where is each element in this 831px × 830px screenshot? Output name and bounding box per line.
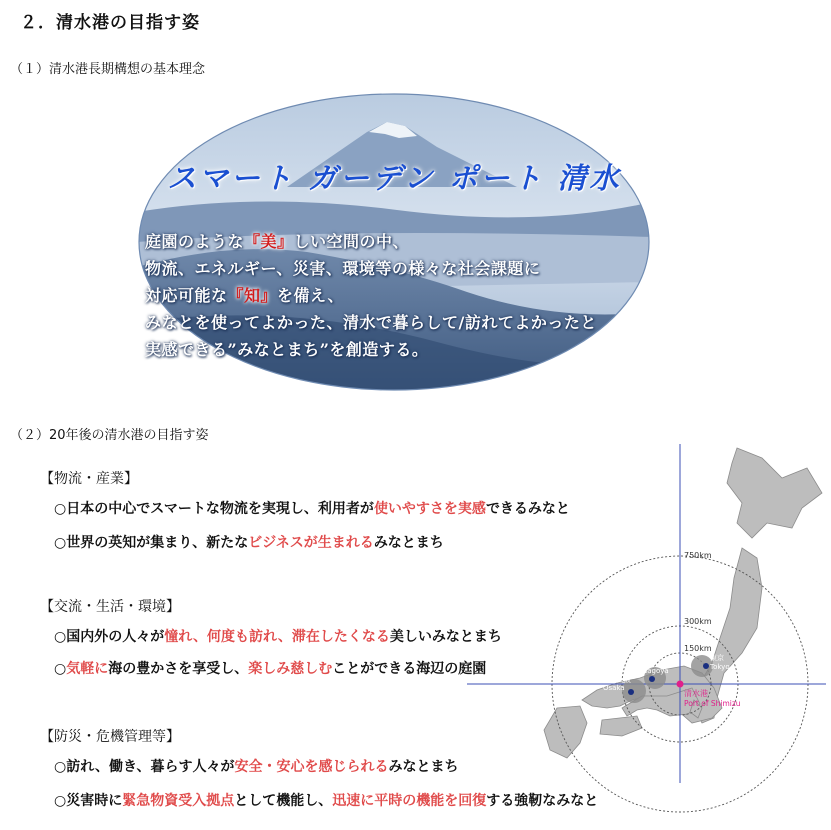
vision-item-2-a: ○世界の英知が集まり、新たな (54, 535, 249, 551)
vision-item-5-c: みなとまち (388, 759, 459, 775)
vision-item-5-highlight: 安全・安心を感じられる (234, 759, 389, 775)
vision-item-6-highlight-1: 緊急物資受入拠点 (122, 793, 235, 809)
category-exchange: 【交流・生活・環境】 (40, 599, 180, 615)
vision-item-5-a: ○訪れ、働き、暮らす人々が (54, 759, 235, 775)
tokyo-label-jp: 東京 (710, 654, 724, 662)
port-label-en: Port of Shimizu (684, 699, 741, 708)
concept-line-3-c: を備え、 (277, 286, 344, 305)
vision-item-6-a: ○災害時に (54, 793, 123, 809)
concept-keyword-knowledge: 『知』 (227, 286, 278, 305)
japan-landmass (544, 448, 822, 758)
japan-map-illustration (462, 438, 831, 830)
category-disaster: 【防災・危機管理等】 (40, 729, 180, 745)
vision-item-1-highlight: 使いやすさを実感 (373, 501, 486, 517)
vision-item-1-a: ○日本の中心でスマートな物流を実現し、利用者が (54, 501, 374, 517)
vision-item-4-highlight-2: 楽しみ慈しむ (248, 661, 333, 677)
vision-item-6-c: として機能し、 (234, 793, 333, 809)
concept-line-2: 物流、エネルギー、災害、環境等の様々な社会課題に (145, 259, 541, 278)
nagoya-dot (649, 676, 655, 682)
concept-line-1-c: しい空間の中、 (293, 232, 410, 251)
concept-line-5: 実感できる”みなとまち”を創造する。 (145, 340, 429, 359)
concept-line-4: みなとを使ってよかった、清水で暮らして/訪れてよかったと (145, 313, 597, 332)
japan-distance-map (462, 438, 831, 830)
vision-item-3-a: ○国内外の人々が (54, 629, 165, 645)
vision-item-4-e: ことができる海辺の庭園 (332, 661, 487, 677)
nagoya-label-en: Nagoya (642, 667, 669, 675)
nagoya-label-jp: 名古屋 (644, 658, 665, 666)
osaka-dot (628, 689, 634, 695)
section-heading-basic-concept: （１）清水港長期構想の基本理念 (10, 62, 206, 77)
vision-item-4-c: 海の豊かさを享受し、 (108, 661, 249, 677)
vision-item-6-e: する強靭なみなと (486, 793, 599, 809)
concept-line-1-a: 庭園のような (145, 232, 245, 251)
concept-text (145, 228, 660, 363)
vision-item-4-highlight-1: 気軽に (66, 661, 109, 677)
page-title: ２．清水港の目指す姿 (20, 13, 200, 33)
port-label-jp: 清水港 (684, 689, 708, 698)
vision-item-1-c: できるみなと (485, 501, 570, 517)
osaka-label-en: Osaka (603, 684, 625, 692)
concept-keyword-beauty: 『美』 (244, 232, 294, 251)
concept-line-3-a: 対応可能な (145, 286, 228, 305)
slogan-text: スマート ガーデン ポート 清水 (167, 161, 622, 195)
port-of-shimizu-dot (677, 681, 684, 688)
vision-item-2-c: みなとまち (373, 535, 444, 551)
label-150km: 150km (684, 644, 712, 653)
tokyo-label-en: Tokyo (710, 663, 730, 671)
concept-oval-panel (137, 92, 652, 392)
vision-item-4 (54, 658, 486, 678)
vision-item-2 (54, 532, 444, 552)
osaka-label-jp: 大阪 (617, 676, 631, 684)
vision-item-3-highlight: 憧れ、何度も訪れ、滞在したくなる (164, 629, 390, 645)
concept-line-3 (145, 282, 660, 309)
concept-line-1 (145, 228, 660, 255)
vision-item-5 (54, 756, 459, 776)
vision-item-2-highlight: ビジネスが生まれる (248, 535, 374, 551)
section-heading-future-vision: （２）20年後の清水港の目指す姿 (10, 428, 209, 443)
tokyo-dot (703, 663, 709, 669)
label-750km: 750km (684, 551, 712, 560)
vision-item-6 (54, 790, 598, 810)
vision-item-3-c: 美しいみなとまち (389, 629, 502, 645)
category-logistics: 【物流・産業】 (40, 471, 138, 487)
label-300km: 300km (684, 617, 712, 626)
vision-item-1 (54, 498, 570, 518)
vision-item-6-highlight-2: 迅速に平時の機能を回復 (332, 793, 487, 809)
vision-item-4-a: ○ (54, 661, 67, 677)
vision-item-3 (54, 626, 502, 646)
